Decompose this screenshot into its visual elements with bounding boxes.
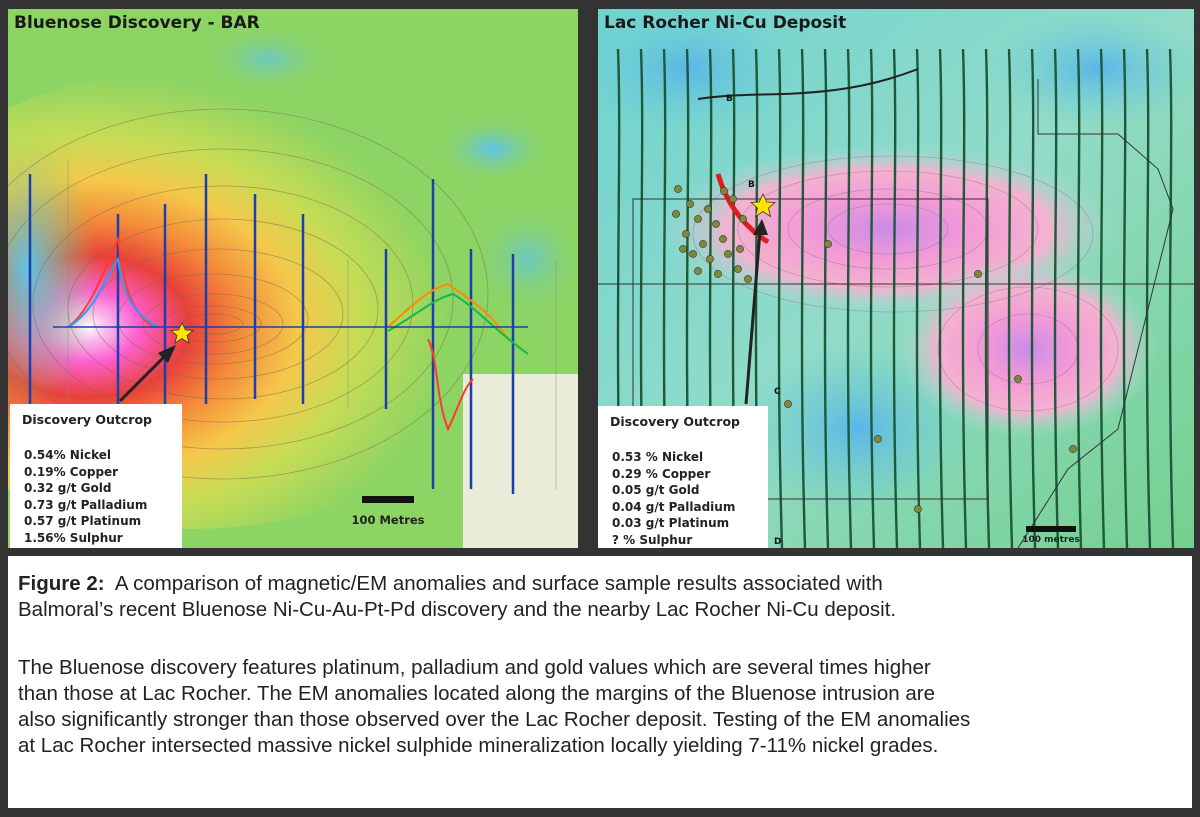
- sample-point: [679, 245, 686, 252]
- sample-point: [672, 210, 679, 217]
- caption-figure-line-2: Balmoral’s recent Bluenose Ni-Cu-Au-Pt-Pd discovery and the nearby Lac Rocher Ni-Cu deposit.: [18, 598, 897, 621]
- sample-point: [739, 215, 746, 222]
- scale-bar: [1010, 526, 1092, 545]
- sample-point: [714, 270, 721, 277]
- result-item: 0.03 g/t Platinum: [612, 516, 730, 531]
- result-item: 0.19% Copper: [24, 464, 119, 479]
- sample-point: [734, 265, 741, 272]
- caption-figure-line: [18, 572, 883, 596]
- sample-point: [699, 240, 706, 247]
- sample-point: [712, 220, 719, 227]
- results-heading: Discovery Outcrop: [610, 414, 740, 429]
- results-list: [612, 449, 735, 548]
- result-item: 0.32 g/t Gold: [24, 481, 112, 496]
- scale-bar-line: [362, 496, 414, 503]
- panel-title: Lac Rocher Ni-Cu Deposit: [604, 13, 847, 33]
- sample-point: [694, 215, 701, 222]
- sample-point: [724, 250, 731, 257]
- figure-text: A comparison of magnetic/EM anomalies and surface sample results associated with: [104, 572, 883, 595]
- bluenose-map-panel: [8, 9, 578, 548]
- result-item: 0.73 g/t Palladium: [24, 497, 148, 512]
- point-label: B: [726, 94, 733, 104]
- sample-point: [914, 505, 921, 512]
- sample-point: [704, 205, 711, 212]
- sample-point: [1069, 445, 1076, 452]
- result-item: 0.53 % Nickel: [612, 450, 704, 464]
- result-item: 0.05 g/t Gold: [612, 483, 700, 498]
- sample-point: [974, 270, 981, 277]
- panel-title: Bluenose Discovery - BAR: [14, 13, 260, 33]
- sample-point: [682, 230, 689, 237]
- result-item: 0.29 % Copper: [612, 466, 711, 481]
- caption-paragraph-line: than those at Lac Rocher. The EM anomalies located along the margins of the Bluenose intrusion are: [18, 682, 935, 705]
- sample-point: [874, 435, 881, 442]
- result-item: ? % Sulphur: [612, 532, 693, 547]
- sample-point: [824, 240, 831, 247]
- results-list: [24, 447, 147, 547]
- figure-label: Figure 2:: [18, 572, 105, 595]
- scale-label: 100 Metres: [351, 513, 425, 527]
- point-label: C: [774, 387, 781, 397]
- point-label: B: [748, 180, 755, 190]
- results-heading: Discovery Outcrop: [22, 412, 152, 427]
- sample-point: [686, 200, 693, 207]
- sample-point: [719, 235, 726, 242]
- sample-point: [720, 187, 727, 194]
- caption-paragraph-line: at Lac Rocher intersected massive nickel sulphide mineralization locally yielding 7-11% nickel grades.: [18, 734, 939, 757]
- sample-point: [1014, 375, 1021, 382]
- scale-bar: [338, 496, 438, 527]
- sample-point: [784, 400, 791, 407]
- result-item: 1.56% Sulphur: [24, 530, 123, 545]
- sample-point: [706, 255, 713, 262]
- point-label: D: [774, 537, 782, 547]
- sample-point: [689, 250, 696, 257]
- scale-bar-line: [1026, 526, 1076, 532]
- sample-point: [694, 267, 701, 274]
- scale-label: 100 metres: [1022, 535, 1080, 545]
- result-item: 0.54% Nickel: [24, 448, 111, 462]
- lac-rocher-map-panel: [598, 9, 1194, 548]
- sample-point: [736, 245, 743, 252]
- sample-point: [729, 195, 736, 202]
- figure-caption: [8, 556, 1192, 808]
- discovery-outcrop-results: [598, 406, 768, 548]
- sample-point: [674, 185, 681, 192]
- result-item: 0.04 g/t Palladium: [612, 499, 736, 514]
- sample-point: [744, 275, 751, 282]
- caption-paragraph-line: also significantly stronger than those observed over the Lac Rocher deposit. Testing of the EM anomalies: [18, 708, 971, 731]
- discovery-outcrop-results: [10, 404, 182, 548]
- caption-paragraph-line: The Bluenose discovery features platinum, palladium and gold values which are several times higher: [18, 656, 931, 679]
- result-item: 0.57 g/t Platinum: [24, 514, 142, 529]
